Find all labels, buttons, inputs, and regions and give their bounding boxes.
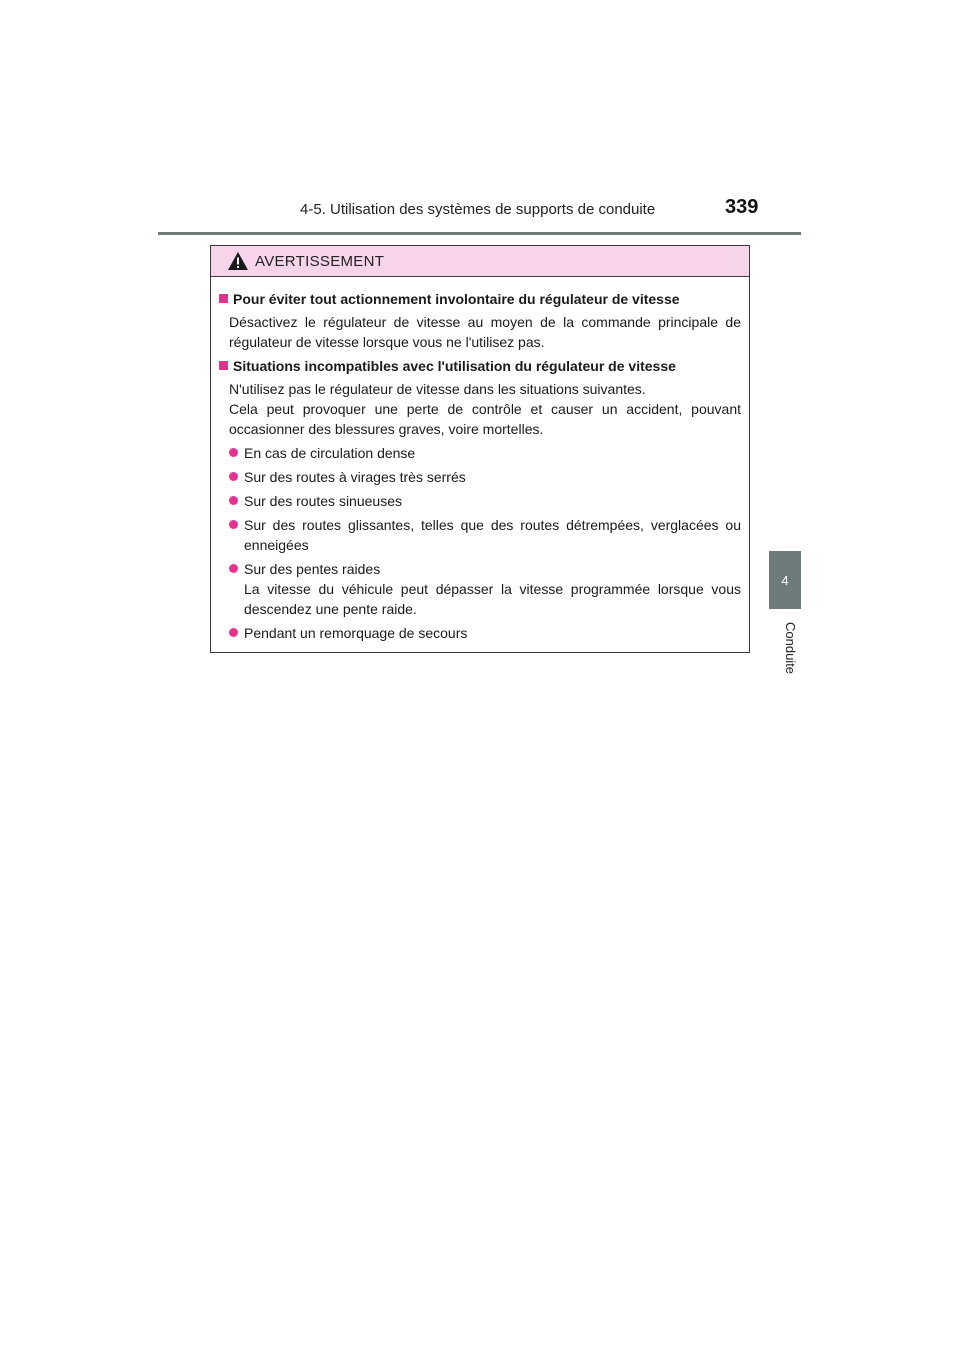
chapter-number: 4 — [781, 572, 789, 588]
circle-bullet-icon — [229, 496, 238, 505]
paragraph: N'utilisez pas le régulateur de vitesse dans les situations suivantes. — [229, 381, 646, 397]
circle-bullet-icon — [229, 564, 238, 573]
list-item-text: Pendant un remorquage de secours — [244, 625, 468, 641]
paragraph: Désactivez le régulateur de vitesse au moyen de la commande principale de régulateur de vitesse lorsque vous ne l'utilisez pas. — [229, 314, 741, 350]
page-number: 339 — [725, 196, 759, 218]
bullet-list — [219, 443, 741, 643]
list-item — [219, 623, 741, 643]
paragraph: Cela peut provoquer une perte de contrôle et causer un accident, pouvant occasionner des blessures graves, voire mortelles. — [229, 401, 741, 437]
list-item-text: Sur des routes à virages très serrés — [244, 469, 466, 485]
warning-box — [210, 245, 750, 653]
header-rule — [158, 232, 801, 235]
section-heading-text: Pour éviter tout actionnement involontaire du régulateur de vitesse — [233, 291, 680, 307]
section-heading-text: Situations incompatibles avec l'utilisation du régulateur de vitesse — [233, 358, 676, 374]
circle-bullet-icon — [229, 628, 238, 637]
chapter-label: Conduite — [783, 621, 798, 675]
warning-section — [219, 289, 741, 352]
warning-body — [211, 277, 749, 643]
section-heading — [219, 289, 741, 309]
warning-triangle-icon — [227, 251, 249, 271]
warning-label: AVERTISSEMENT — [255, 252, 385, 270]
square-bullet-icon — [219, 361, 228, 370]
list-item-text — [244, 559, 741, 619]
circle-bullet-icon — [229, 472, 238, 481]
warning-header — [211, 246, 749, 277]
square-bullet-icon — [219, 294, 228, 303]
list-item-text: Sur des routes sinueuses — [244, 493, 402, 509]
chapter-tab[interactable] — [769, 551, 801, 609]
list-item — [219, 467, 741, 487]
list-item-text: Sur des routes glissantes, telles que des routes détrempées, verglacées ou enneigées — [244, 517, 741, 553]
section-heading — [219, 356, 741, 376]
circle-bullet-icon — [229, 448, 238, 457]
list-item — [219, 515, 741, 555]
section-title: 4-5. Utilisation des systèmes de supports de conduite — [300, 201, 656, 218]
list-item — [219, 559, 741, 619]
list-item — [219, 491, 741, 511]
list-item-text: En cas de circulation dense — [244, 445, 416, 461]
circle-bullet-icon — [229, 520, 238, 529]
warning-section — [219, 356, 741, 643]
list-item-title: Sur des pentes raides — [244, 561, 381, 577]
list-item-note: La vitesse du véhicule peut dépasser la vitesse programmée lorsque vous descendez une pente raide. — [244, 581, 741, 617]
list-item — [219, 443, 741, 463]
